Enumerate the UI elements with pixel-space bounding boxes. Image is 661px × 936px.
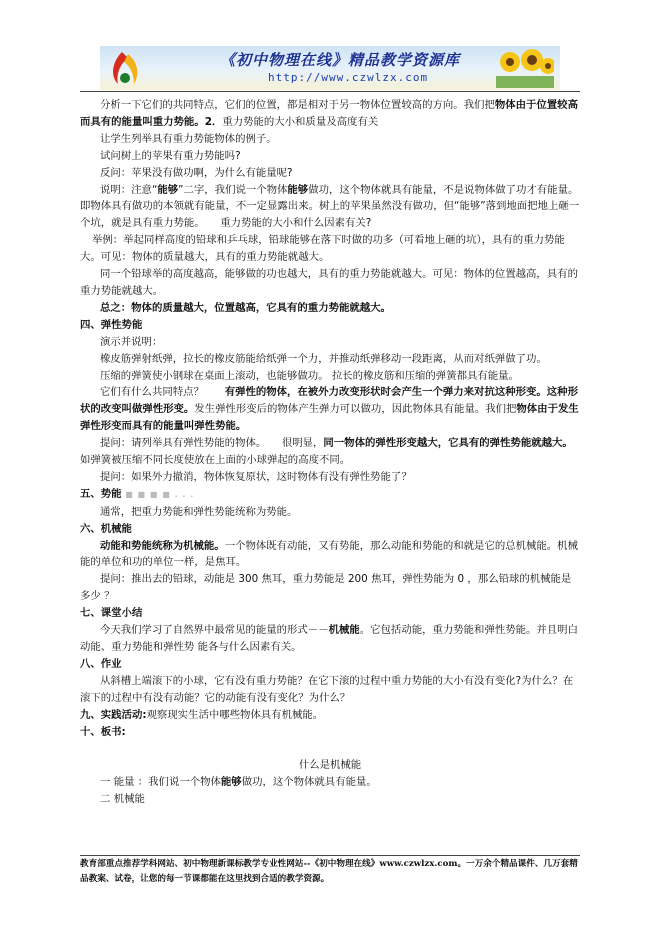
section-heading: 九、实践活动:观察现实生活中哪些物体具有机械能。: [80, 708, 324, 721]
paragraph: 提问：推出去的铅球，动能是 300 焦耳，重力势能是 200 焦耳，弹性势能为 0 ，那么铅球的机械能是多少 ？: [80, 573, 572, 603]
section-heading: 五、势能 ■ ■ ■ ■ . . .: [80, 487, 195, 500]
section-heading: 六、机械能: [80, 522, 132, 535]
paragraph: 提问：请列举具有弹性势能的物体。 很明显，同一物体的弹性形变越大，它具有的弹性势能就越大。如弹簧被压缩不同长度使放在上面的小球弹起的高度不同。: [80, 437, 573, 467]
site-logo-icon: [108, 50, 142, 86]
section-heading: 八、作业: [80, 657, 122, 670]
board-line: 二 机械能: [100, 793, 145, 806]
page-footer: 教育部重点推荐学科网站、初中物理新课标教学专业性网站--《初中物理在线》www.czwlzx.com。一万余个精品课件、几万套精品教案、试卷，让您的每一节课都能在这里找到合适的教学资源。: [80, 855, 580, 886]
paragraph: 动能和势能统称为机械能。一个物体既有动能，又有势能，那么动能和势能的和就是它的总机械能。机械能的单位和功的单位一样，是焦耳。: [80, 539, 578, 569]
section-heading: 七、课堂小结: [80, 607, 143, 620]
site-title: 《初中物理在线》精品教学资源库: [220, 51, 461, 69]
section-heading: 十、板书:: [80, 725, 126, 738]
board-line: 一 能量 ：我们说一个物体能够做功，这个物体就具有能量。: [100, 776, 377, 789]
sunflower-icon: [496, 48, 554, 88]
paragraph: 说明：注意“能够”二字，我们说一个物体能够做功，这个物体就具有能量，不是说物体做了功才有能量。即物体具有做功的本领就有能量，不一定显露出来。树上的苹果虽然没有做功，但“能够”落到地面把地上砸一个坑，就是具有重力势能。 重力势能的大小和什么因素有关?: [80, 183, 580, 230]
paragraph: 压缩的弹簧使小钢球在桌面上滚动，也能够做功。 拉长的橡皮筋和压缩的弹簧都具有能量。: [100, 369, 519, 382]
paragraph: 总之：物体的质量越大，位置越高，它具有的重力势能就越大。: [100, 301, 391, 314]
board-title: 什么是机械能: [298, 759, 362, 772]
paragraph: 同一个铅球举的高度越高，能够做的功也越大，具有的重力势能就越大。可见：物体的位置越高，具有的重力势能就越大。: [80, 268, 578, 297]
paragraph: 试问树上的苹果有重力势能吗?: [100, 149, 241, 162]
paragraph: 通常，把重力势能和弹性势能统称为势能。: [100, 505, 298, 518]
paragraph: 它们有什么共同特点？ 有弹性的物体，在被外力改变形状时会产生一个弹力来对抗这种形变。这种形状的改变叫做弹性形变。发生弹性形变后的物体产生弹力可以做功，因此物体具有能量。我们把物体由于发生弹性形变而具有的能量叫弹性势能。: [80, 386, 579, 433]
paragraph: 提问：如果外力撤消，物体恢复原状，这时物体有没有弹性势能了？: [100, 470, 412, 483]
paragraph: 举例：举起同样高度的铅球和乒乓球，铅球能够在落下时做的功多（可看地上砸的坑），具有的重力势能大。可见：物体的质量越大，具有的重力势能就越大。: [80, 234, 565, 264]
paragraph: 今天我们学习了自然界中最常见的能量的形式－－机械能。它包括动能，重力势能和弹性势能。并且明白动能、重力势能和弹性势 能各与什么因素有关。: [80, 624, 578, 653]
paragraph: 演示并说明：: [100, 335, 163, 348]
document-body: [80, 97, 580, 808]
site-url: http://www.czwlzx.com: [268, 71, 429, 84]
paragraph: 分析一下它们的共同特点，它们的位置，都是相对于另一物体位置较高的方向。我们把物体由于位置较高而具有的能量叫重力势能。2．重力势能的大小和质量及高度有关: [80, 99, 578, 128]
paragraph: 反问：苹果没有做功啊，为什么有能量呢?: [100, 166, 293, 179]
section-heading: 四、弹性势能: [80, 318, 143, 331]
paragraph: 让学生列举具有重力势能物体的例子。: [100, 132, 277, 145]
header-rule: [80, 91, 580, 92]
paragraph: 从斜槽上端滚下的小球，它有没有重力势能？在它下滚的过程中重力势能的大小有没有变化?为什么？在滚下的过程中有没有动能？它的动能有没有变化？为什么？: [80, 674, 574, 704]
header-banner: [100, 46, 560, 90]
paragraph: 橡皮筋弹射纸弹，拉长的橡皮筋能给纸弹一个力，并推动纸弹移动一段距离，从而对纸弹做了功。: [100, 352, 547, 365]
